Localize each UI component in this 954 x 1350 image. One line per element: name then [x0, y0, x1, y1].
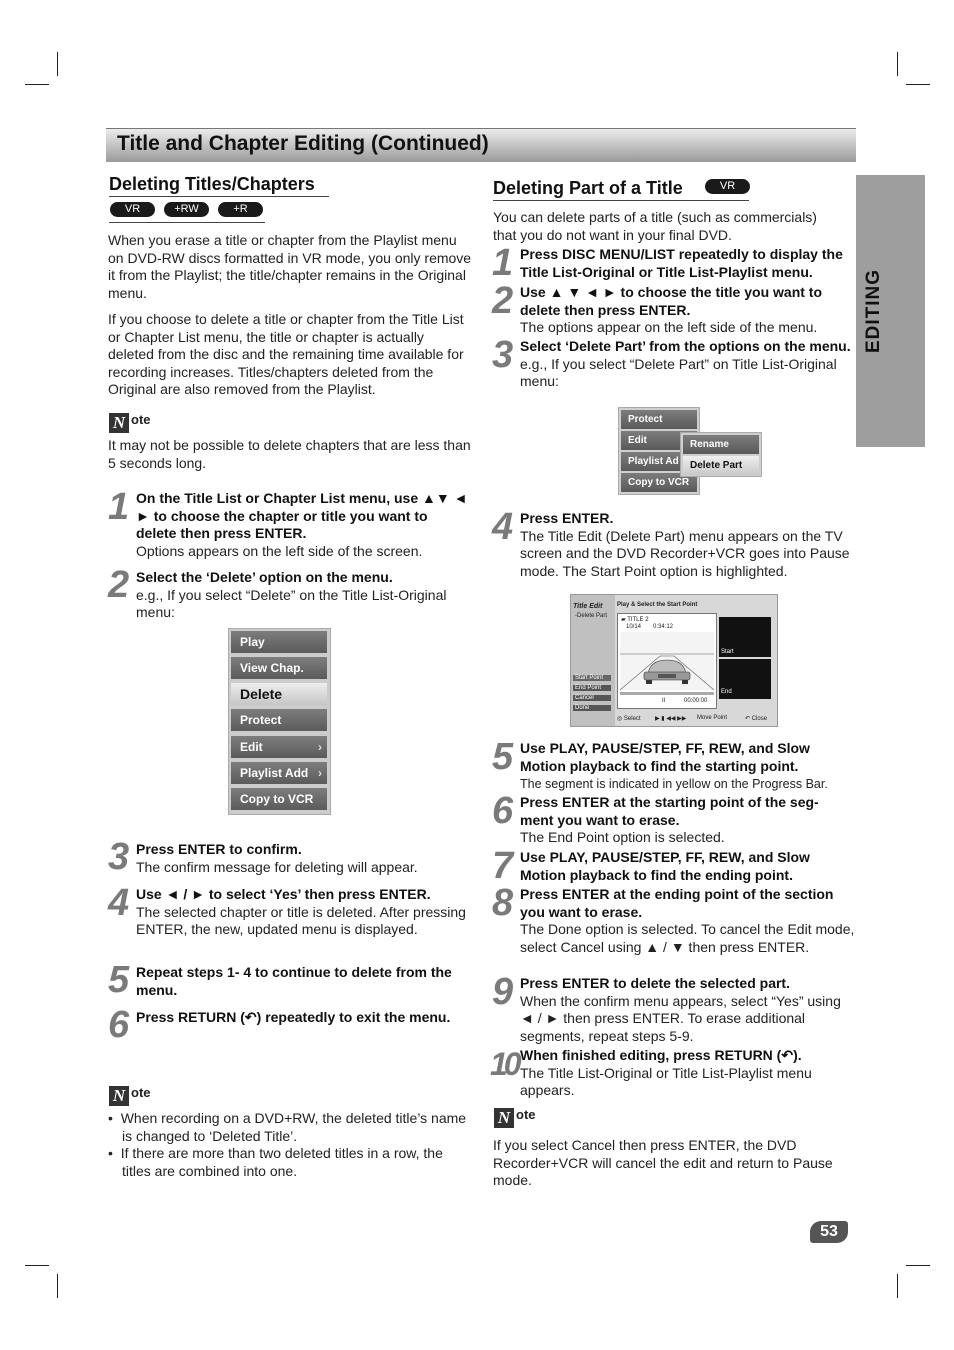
note-text: It may not be possible to delete chapters that are less than 5 seconds long. [108, 437, 471, 471]
badge-vr: VR [705, 179, 750, 194]
step-3: Press ENTER to confirm. The confirm message for deleting will appear. [136, 841, 418, 875]
step-number: 3 [492, 334, 514, 376]
tv-footer-close: ↶ Close [745, 716, 768, 722]
options-menu [228, 628, 331, 815]
tv-pause: II [662, 698, 666, 704]
step-number: 9 [492, 971, 514, 1013]
menu-item-view-chap[interactable]: View Chap. [231, 657, 327, 679]
section-tab-label: EDITING [863, 268, 884, 354]
step-2: Select the ‘Delete’ option on the menu. e.g., If you select “Delete” on the Title List-Original menu: [136, 569, 447, 620]
step-5: Use PLAY, PAUSE/STEP, FF, REW, and Slow Motion playback to find the starting point. The segment is indicated in yellow on the Progress Bar. [520, 740, 828, 791]
note-item: • If there are more than two deleted titles in a row, the titles are combined into one. [108, 1145, 443, 1179]
step-1: On the Title List or Chapter List menu, use ▲▼ ◄ ► to choose the chapter or title you want to delete then press ENTER. Options appears on the left side of the screen. [136, 490, 468, 559]
step-number: 2 [492, 280, 514, 322]
intro-text: You can delete parts of a title (such as commercials) that you do not want in your final DVD. [493, 209, 817, 243]
page-number: 53 [810, 1221, 848, 1243]
note-icon: N [494, 1108, 514, 1128]
note-heading: N ote [109, 412, 151, 433]
heading-rule [493, 200, 749, 201]
left-heading: Deleting Titles/Chapters [109, 174, 315, 194]
note-heading: N ote [109, 1085, 151, 1106]
step-6: Press RETURN (↶) repeatedly to exit the menu. [136, 1009, 451, 1025]
step-9: Press ENTER to delete the selected part. When the confirm menu appears, select “Yes” using ◄ / ► then press ENTER. To erase additional segments, repeat steps 5-9. [520, 975, 841, 1044]
menu-item-protect[interactable]: Protect [231, 709, 327, 731]
step-number: 7 [492, 845, 514, 887]
tv-option-cancel[interactable]: Cancel [573, 695, 611, 701]
car-image-icon [620, 632, 714, 690]
tv-screen [570, 594, 778, 727]
tv-time: 00:00:00 [684, 698, 708, 704]
tv-option-done[interactable]: Done [573, 705, 611, 711]
crop-mark [906, 84, 930, 85]
note-icon: N [109, 413, 129, 433]
title-banner [106, 128, 856, 162]
badge-plus-r: +R [218, 202, 263, 217]
menu-item-play[interactable]: Play [231, 631, 327, 653]
crop-mark [897, 52, 898, 76]
menu-item-copy-to-vcr[interactable]: Copy to VCR [231, 788, 327, 810]
tv-date: 10/14 [626, 624, 642, 630]
crop-mark [57, 1274, 58, 1298]
paragraph: If you choose to delete a title or chapter from the Title List or Chapter List menu, the title or chapter is actually deleted from the disc and the remaining time available for recording increases. Titles/chapters deleted from the Original are also removed from the Playlist. [108, 311, 464, 397]
step-number: 1 [108, 486, 130, 528]
note-item: • When recording on a DVD+RW, the deleted title’s name is changed to ‘Deleted Title’. [108, 1110, 467, 1144]
badge-vr: VR [110, 202, 155, 217]
heading-rule [109, 196, 329, 197]
step-number: 4 [108, 882, 130, 924]
step-8: Press ENTER at the ending point of the section you want to erase. The Done option is selected. To cancel the Edit mode, select Cancel using ▲ / ▼ then press ENTER. [520, 886, 855, 955]
step-6: Press ENTER at the starting point of the seg- ment you want to erase. The End Point option is selected. [520, 794, 819, 845]
tv-footer-move: Move Point [697, 715, 728, 721]
chevron-right-icon: › [318, 740, 322, 754]
edit-submenu [680, 432, 762, 477]
menu-item-edit[interactable]: Edit [621, 431, 697, 450]
submenu-item-rename[interactable]: Rename [683, 435, 759, 454]
tv-subtitle: -Delete Part [575, 613, 608, 619]
page-title: Title and Chapter Editing (Continued) [117, 132, 489, 155]
note-icon: N [109, 1086, 129, 1106]
step-number: 1 [492, 242, 514, 284]
tv-video-area [617, 613, 717, 709]
tv-end-label: End [721, 689, 732, 695]
step-number: 2 [108, 564, 130, 606]
tv-option-start-point[interactable]: Start Point [573, 675, 611, 681]
menu-item-copy-to-vcr[interactable]: Copy to VCR [621, 473, 697, 492]
note-heading: N ote [494, 1107, 536, 1128]
step-5: Repeat steps 1- 4 to continue to delete from the menu. [136, 964, 452, 998]
menu-item-edit[interactable]: Edit › [231, 736, 327, 758]
crop-mark [25, 1265, 49, 1266]
step-number: 4 [492, 506, 514, 548]
badge-plus-rw: +RW [164, 202, 209, 217]
note-list [108, 1110, 468, 1180]
tv-option-end-point[interactable]: End Point [573, 685, 611, 691]
step-number: 8 [492, 882, 514, 924]
step-number: 5 [108, 959, 130, 1001]
step-number: 3 [108, 836, 130, 878]
step-7: Use PLAY, PAUSE/STEP, FF, REW, and Slow Motion playback to find the ending point. [520, 849, 810, 883]
step-number: 5 [492, 736, 514, 778]
chevron-right-icon: › [318, 766, 322, 780]
crop-mark [897, 1274, 898, 1298]
step-number: 6 [108, 1004, 130, 1046]
progress-bar[interactable] [620, 692, 714, 695]
menu-item-playlist-add[interactable]: Playlist Ad [621, 452, 697, 471]
tv-disc-title: ▰ TITLE 2 [621, 617, 649, 623]
paragraph: When you erase a title or chapter from the Playlist menu on DVD-RW discs formatted in VR mode, you only remove it from the Playlist; the title/chapter remains in the Original menu. [108, 232, 472, 301]
tv-header: Play & Select the Start Point [617, 602, 698, 608]
step-number: 10 [490, 1046, 518, 1082]
playback-icons: ▶ ▮ ◀◀ ▶▶ [655, 716, 687, 722]
menu-item-delete[interactable]: Delete [231, 683, 327, 705]
crop-mark [57, 52, 58, 76]
step-4: Use ◄ / ► to select ‘Yes’ then press ENTER. The selected chapter or title is deleted. After pressing ENTER, the new, updated menu is displayed. [136, 886, 466, 937]
right-heading: Deleting Part of a Title [493, 178, 683, 198]
step-1: Press DISC MENU/LIST repeatedly to display the Title List-Original or Title List-Playlist menu. [520, 246, 843, 280]
tv-start-label: Start [721, 649, 734, 655]
crop-mark [906, 1265, 930, 1266]
step-number: 6 [492, 790, 514, 832]
tv-length: 0:34:12 [653, 624, 674, 630]
step-4: Press ENTER. The Title Edit (Delete Part) menu appears on the TV screen and the DVD Recorder+VCR goes into Pause mode. The Start Point option is highlighted. [520, 510, 850, 579]
note-text: If you select Cancel then press ENTER, the DVD Recorder+VCR will cancel the edit and return to Pause mode. [493, 1137, 833, 1188]
step-2: Use ▲ ▼ ◄ ► to choose the title you want to delete then press ENTER. The options appear on the left side of the menu. [520, 284, 823, 335]
submenu-item-delete-part[interactable]: Delete Part [683, 456, 759, 475]
step-10: When finished editing, press RETURN (↶). The Title List-Original or Title List-Playlist menu appears. [520, 1047, 812, 1098]
badge-rule [109, 222, 265, 223]
menu-item-protect[interactable]: Protect [621, 410, 697, 429]
step-3: Select ‘Delete Part’ from the options on the menu. e.g., If you select “Delete Part” on Title List-Original menu: [520, 338, 851, 389]
section-tab [856, 175, 925, 447]
menu-item-playlist-add[interactable]: Playlist Add › [231, 762, 327, 784]
tv-title: Title Edit [573, 603, 603, 610]
tv-footer-select: ◎ Select [617, 716, 641, 722]
crop-mark [25, 84, 49, 85]
